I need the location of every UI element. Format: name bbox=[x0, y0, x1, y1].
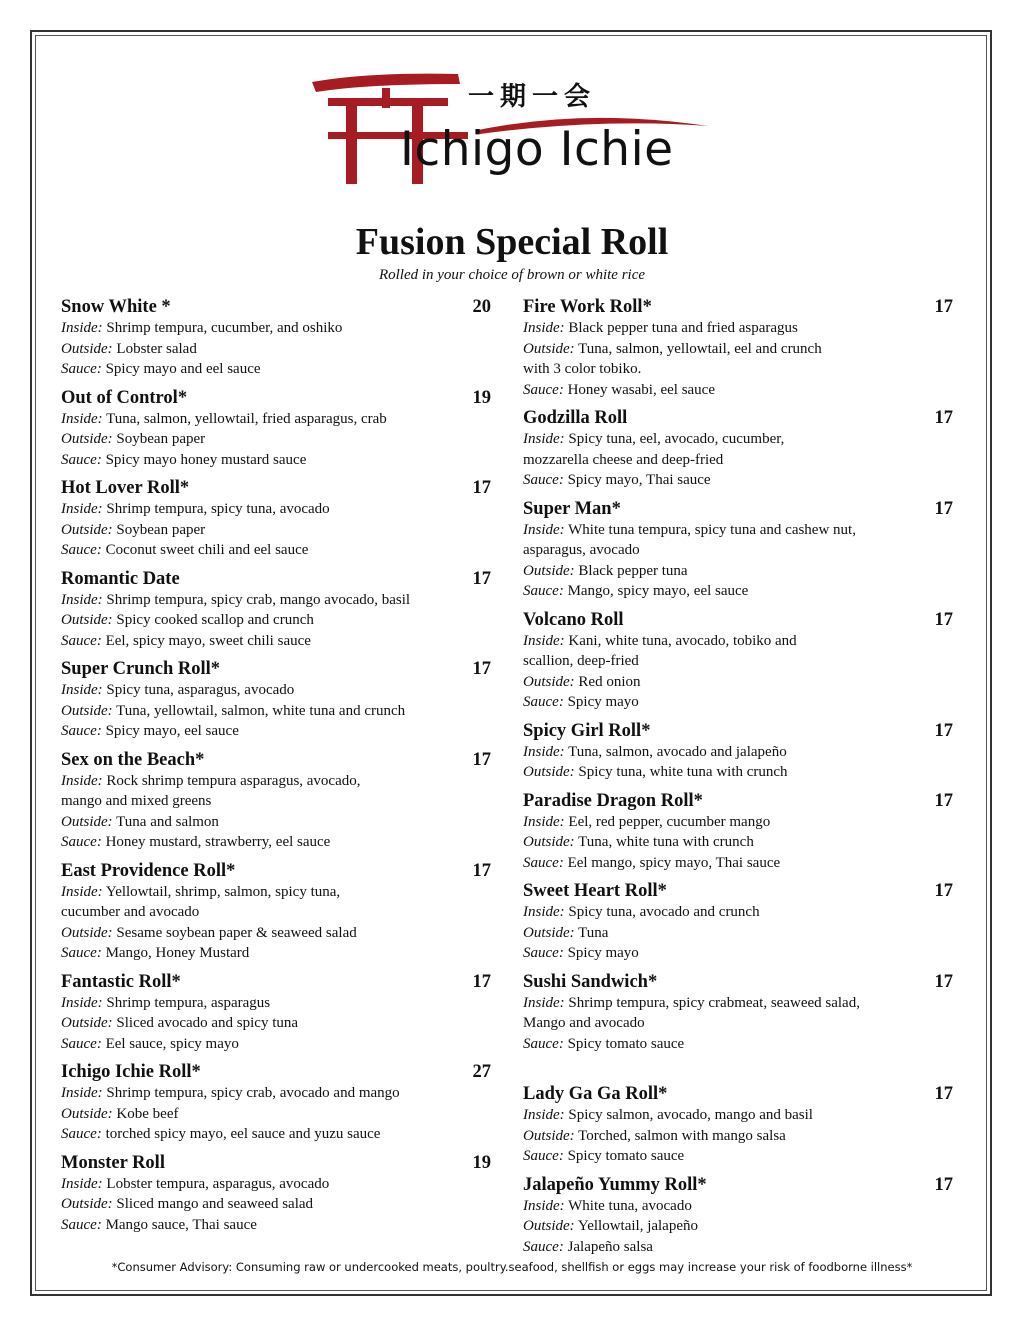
detail-text: asparagus, avocado bbox=[523, 542, 640, 558]
detail-text: Soybean paper bbox=[116, 431, 206, 447]
detail-label: Inside: bbox=[61, 994, 103, 1011]
menu-item-name: Fire Work Roll* bbox=[523, 297, 652, 317]
menu-item-detail bbox=[523, 902, 953, 923]
menu-item-detail bbox=[523, 520, 953, 541]
detail-label: Sauce: bbox=[523, 381, 564, 398]
detail-label: Outside: bbox=[61, 813, 113, 830]
menu-item bbox=[61, 657, 491, 742]
detail-text: Lobster tempura, asparagus, avocado bbox=[106, 1175, 330, 1192]
logo-wordmark: Ichigo Ichie bbox=[400, 122, 674, 177]
detail-text: Eel mango, spicy mayo, Thai sauce bbox=[567, 854, 781, 871]
detail-text: Spicy tuna, asparagus, avocado bbox=[106, 682, 295, 698]
menu-item bbox=[61, 567, 491, 652]
menu-item-price: 19 bbox=[472, 387, 491, 408]
menu-item-price: 17 bbox=[934, 881, 953, 901]
menu-item-detail bbox=[523, 742, 953, 763]
menu-item bbox=[523, 406, 953, 491]
menu-item-detail bbox=[523, 1146, 953, 1167]
menu-item-name: Sweet Heart Roll* bbox=[523, 881, 667, 901]
detail-label: Inside: bbox=[523, 1197, 565, 1214]
logo-kanji: 一期一会 bbox=[468, 82, 597, 112]
detail-text: Torched, salmon with mango salsa bbox=[578, 1127, 786, 1144]
menu-item-name: Lady Ga Ga Roll* bbox=[523, 1084, 668, 1104]
detail-text: Kani, white tuna, avocado, tobiko and bbox=[568, 632, 797, 649]
detail-label: Outside: bbox=[61, 924, 113, 941]
menu-item-detail bbox=[61, 1174, 491, 1195]
menu-item-detail bbox=[61, 499, 491, 520]
detail-label: Sauce: bbox=[523, 472, 564, 488]
menu-item bbox=[61, 295, 491, 380]
menu-item-detail bbox=[523, 470, 953, 491]
detail-label: Inside: bbox=[61, 410, 103, 427]
menu-item-name: Super Man* bbox=[523, 498, 621, 519]
detail-label: Sauce: bbox=[523, 945, 564, 961]
menu-item-name: Fantastic Roll* bbox=[61, 971, 181, 992]
menu-item-detail bbox=[523, 1013, 953, 1034]
detail-text: Coconut sweet chili and eel sauce bbox=[105, 542, 309, 558]
menu-item-detail bbox=[61, 590, 491, 611]
menu-item-detail bbox=[61, 409, 491, 430]
menu-item-detail bbox=[61, 610, 491, 631]
detail-label: Outside: bbox=[61, 1196, 113, 1212]
menu-item-price: 17 bbox=[472, 659, 491, 679]
detail-label: Sauce: bbox=[61, 632, 102, 649]
detail-label: Sauce: bbox=[61, 945, 102, 961]
menu-item-header bbox=[523, 719, 953, 742]
menu-title: Fusion Special Roll bbox=[355, 221, 669, 263]
detail-text: Shrimp tempura, asparagus bbox=[106, 994, 271, 1011]
menu-item bbox=[523, 608, 953, 713]
menu-item bbox=[61, 970, 491, 1055]
menu-item-detail bbox=[61, 1034, 491, 1055]
menu-item-header bbox=[61, 476, 491, 499]
menu-item bbox=[61, 1060, 491, 1145]
menu-item-header bbox=[523, 970, 953, 993]
menu-item-price: 17 bbox=[934, 720, 953, 741]
menu-item-detail bbox=[523, 1216, 953, 1237]
detail-text: Mango and avocado bbox=[523, 1015, 645, 1031]
menu-item-detail bbox=[61, 832, 491, 853]
detail-label: Inside: bbox=[523, 1107, 565, 1123]
detail-text: Red onion bbox=[578, 673, 641, 690]
detail-text: Spicy cooked scallop and crunch bbox=[116, 612, 314, 628]
detail-label: Inside: bbox=[523, 994, 565, 1011]
detail-text: Spicy mayo bbox=[567, 694, 639, 710]
detail-text: Shrimp tempura, spicy crabmeat, seaweed salad, bbox=[568, 994, 860, 1011]
menu-item-detail bbox=[523, 651, 953, 672]
detail-text: Soybean paper bbox=[116, 521, 206, 538]
detail-label: Inside: bbox=[61, 1085, 103, 1101]
detail-text: Rock shrimp tempura asparagus, avocado, bbox=[106, 772, 361, 789]
detail-label: Outside: bbox=[523, 562, 575, 579]
menu-item-detail bbox=[523, 429, 953, 450]
detail-label: Outside: bbox=[523, 1218, 575, 1234]
detail-label: Outside: bbox=[61, 431, 113, 447]
menu-item bbox=[523, 1082, 953, 1167]
menu-item-header bbox=[61, 386, 491, 409]
detail-label: Sauce: bbox=[61, 723, 102, 739]
menu-item-name: Monster Roll bbox=[61, 1152, 165, 1173]
menu-item-detail bbox=[61, 1124, 491, 1145]
menu-item-name: Jalapeño Yummy Roll* bbox=[523, 1174, 707, 1195]
menu-item bbox=[61, 859, 491, 964]
menu-item-detail bbox=[523, 812, 953, 833]
menu-item-name: East Providence Roll* bbox=[61, 860, 236, 881]
menu-item-price: 27 bbox=[472, 1062, 491, 1082]
detail-label: Sauce: bbox=[61, 1035, 102, 1052]
menu-item-name: Romantic Date bbox=[61, 568, 180, 589]
detail-text: White tuna tempura, spicy tuna and cashew nut, bbox=[568, 521, 856, 538]
menu-item-price: 19 bbox=[472, 1152, 491, 1173]
menu-item-detail bbox=[61, 1215, 491, 1236]
detail-label: Inside: bbox=[61, 772, 103, 789]
menu-item-header bbox=[523, 295, 953, 318]
detail-text: Spicy salmon, avocado, mango and basil bbox=[568, 1107, 813, 1123]
detail-label: Inside: bbox=[523, 813, 565, 830]
menu-item-detail bbox=[61, 771, 491, 792]
menu-column-left bbox=[61, 295, 491, 1241]
detail-label: Inside: bbox=[61, 682, 103, 698]
menu-item-detail bbox=[523, 943, 953, 964]
detail-text: Sliced mango and seaweed salad bbox=[116, 1196, 314, 1212]
menu-item-header bbox=[523, 1082, 953, 1105]
menu-item-header bbox=[61, 1151, 491, 1174]
detail-text: Spicy tomato sauce bbox=[567, 1035, 685, 1052]
menu-item-name: Out of Control* bbox=[61, 387, 188, 408]
detail-text: Spicy mayo, eel sauce bbox=[105, 723, 239, 739]
menu-item-price: 17 bbox=[472, 568, 491, 589]
detail-text: Spicy tuna, white tuna with crunch bbox=[578, 764, 788, 780]
menu-item-detail bbox=[61, 943, 491, 964]
menu-item-header bbox=[61, 859, 491, 882]
menu-item-price: 17 bbox=[934, 971, 953, 992]
menu-item-detail bbox=[523, 359, 953, 380]
menu-item-price: 17 bbox=[934, 790, 953, 811]
detail-text: Spicy tuna, eel, avocado, cucumber, bbox=[568, 431, 785, 447]
menu-item-detail bbox=[61, 520, 491, 541]
detail-text: Honey mustard, strawberry, eel sauce bbox=[105, 834, 331, 850]
detail-text: Shrimp tempura, cucumber, and oshiko bbox=[106, 320, 343, 336]
menu-item-detail bbox=[523, 581, 953, 602]
detail-text: Tuna and salmon bbox=[116, 813, 219, 830]
detail-text: Tuna bbox=[578, 924, 609, 941]
detail-text: cucumber and avocado bbox=[61, 904, 200, 920]
menu-item-header bbox=[61, 295, 491, 318]
detail-text: Spicy mayo bbox=[567, 945, 639, 961]
detail-text: Tuna, salmon, yellowtail, eel and crunch bbox=[578, 340, 822, 357]
detail-label: Inside: bbox=[61, 320, 103, 336]
detail-label: Sauce: bbox=[61, 542, 102, 558]
menu-item-detail bbox=[61, 429, 491, 450]
detail-text: Shrimp tempura, spicy crab, mango avocado, basil bbox=[106, 591, 411, 608]
detail-text: Spicy mayo honey mustard sauce bbox=[105, 451, 307, 468]
menu-item-header bbox=[523, 879, 953, 902]
menu-item bbox=[523, 970, 953, 1055]
detail-label: Sauce: bbox=[523, 1238, 564, 1255]
menu-item-name: Snow White * bbox=[61, 297, 171, 317]
menu-item-detail bbox=[523, 853, 953, 874]
menu-item-detail bbox=[61, 1194, 491, 1215]
detail-text: torched spicy mayo, eel sauce and yuzu sauce bbox=[105, 1126, 381, 1142]
menu-item-name: Hot Lover Roll* bbox=[61, 478, 190, 498]
menu-item-name: Volcano Roll bbox=[523, 609, 624, 630]
menu-item-name: Paradise Dragon Roll* bbox=[523, 790, 703, 811]
menu-item-price: 17 bbox=[934, 1084, 953, 1104]
menu-item-detail bbox=[61, 882, 491, 903]
detail-label: Outside: bbox=[61, 1015, 113, 1031]
menu-item-detail bbox=[61, 812, 491, 833]
menu-item bbox=[523, 295, 953, 400]
detail-label: Outside: bbox=[61, 702, 113, 719]
menu-item-price: 20 bbox=[472, 297, 491, 317]
detail-label: Sauce: bbox=[523, 1035, 564, 1052]
detail-text: White tuna, avocado bbox=[568, 1197, 692, 1214]
menu-item bbox=[61, 748, 491, 853]
detail-text: Black pepper tuna and fried asparagus bbox=[568, 320, 798, 336]
menu-item-detail bbox=[61, 701, 491, 722]
column-gap bbox=[523, 1060, 953, 1082]
detail-label: Sauce: bbox=[523, 1148, 564, 1164]
menu-item-header bbox=[523, 497, 953, 520]
detail-text: Tuna, white tuna with crunch bbox=[578, 834, 754, 850]
menu-item-price: 17 bbox=[934, 408, 953, 428]
detail-text: Eel sauce, spicy mayo bbox=[105, 1035, 239, 1052]
menu-item-header bbox=[61, 970, 491, 993]
detail-label: Outside: bbox=[523, 924, 575, 941]
detail-text: Yellowtail, shrimp, salmon, spicy tuna, bbox=[105, 883, 341, 900]
menu-item-detail bbox=[523, 692, 953, 713]
menu-item bbox=[523, 879, 953, 964]
detail-label: Outside: bbox=[523, 834, 575, 850]
menu-item bbox=[61, 476, 491, 561]
detail-label: Sauce: bbox=[61, 1126, 102, 1142]
menu-item-detail bbox=[61, 902, 491, 923]
menu-item-detail bbox=[523, 631, 953, 652]
menu-item bbox=[523, 789, 953, 874]
detail-label: Sauce: bbox=[523, 694, 564, 710]
detail-label: Inside: bbox=[523, 743, 565, 760]
detail-label: Inside: bbox=[61, 1175, 103, 1192]
detail-label: Outside: bbox=[61, 612, 113, 628]
menu-item-detail bbox=[523, 993, 953, 1014]
menu-subtitle: Rolled in your choice of brown or white rice bbox=[378, 267, 646, 283]
menu-item-detail bbox=[523, 1105, 953, 1126]
menu-item-detail bbox=[61, 1104, 491, 1125]
detail-label: Inside: bbox=[61, 591, 103, 608]
detail-label: Outside: bbox=[523, 1127, 575, 1144]
detail-label: Sauce: bbox=[523, 583, 564, 599]
detail-text: Spicy mayo, Thai sauce bbox=[567, 472, 711, 488]
detail-label: Outside: bbox=[523, 764, 575, 780]
menu-item-price: 17 bbox=[472, 971, 491, 992]
detail-text: Lobster salad bbox=[116, 340, 197, 357]
detail-label: Inside: bbox=[523, 904, 565, 920]
detail-label: Sauce: bbox=[61, 834, 102, 850]
menu-item-header bbox=[523, 406, 953, 429]
detail-label: Outside: bbox=[61, 1105, 113, 1122]
menu-item-price: 17 bbox=[472, 860, 491, 881]
detail-label: Outside: bbox=[523, 673, 575, 690]
restaurant-logo bbox=[308, 60, 718, 190]
detail-label: Inside: bbox=[523, 521, 565, 538]
detail-label: Sauce: bbox=[523, 854, 564, 871]
menu-item-detail bbox=[61, 680, 491, 701]
menu-item-detail bbox=[523, 762, 953, 783]
detail-label: Inside: bbox=[523, 632, 565, 649]
detail-text: Tuna, salmon, yellowtail, fried asparagus, crab bbox=[106, 410, 387, 427]
menu-item-header bbox=[61, 748, 491, 771]
detail-text: Sliced avocado and spicy tuna bbox=[116, 1015, 299, 1031]
menu-item-header bbox=[61, 1060, 491, 1083]
detail-text: Kobe beef bbox=[116, 1105, 179, 1122]
detail-text: Jalapeño salsa bbox=[567, 1238, 653, 1255]
menu-item-detail bbox=[61, 631, 491, 652]
menu-item-detail bbox=[523, 1196, 953, 1217]
menu-item-header bbox=[523, 1173, 953, 1196]
consumer-advisory: *Consumer Advisory: Consuming raw or undercooked meats, poultry.seafood, shellfish or eggs may increase your risk of foodborne illness* bbox=[111, 1260, 913, 1274]
menu-item-detail bbox=[61, 540, 491, 561]
detail-text: Mango, Honey Mustard bbox=[105, 945, 250, 961]
detail-label: Sauce: bbox=[61, 451, 102, 468]
detail-label: Sauce: bbox=[61, 361, 102, 377]
menu-item-name: Sushi Sandwich* bbox=[523, 971, 658, 992]
menu-item-price: 17 bbox=[934, 609, 953, 630]
detail-text: Tuna, yellowtail, salmon, white tuna and crunch bbox=[116, 702, 406, 719]
menu-item-price: 17 bbox=[934, 1174, 953, 1195]
menu-item-name: Godzilla Roll bbox=[523, 408, 628, 428]
menu-item bbox=[523, 497, 953, 602]
detail-text: Eel, spicy mayo, sweet chili sauce bbox=[105, 632, 311, 649]
menu-item-detail bbox=[61, 359, 491, 380]
detail-text: Black pepper tuna bbox=[578, 562, 688, 579]
detail-label: Inside: bbox=[61, 883, 103, 900]
menu-item-price: 17 bbox=[472, 478, 491, 498]
menu-item-detail bbox=[523, 339, 953, 360]
menu-item-detail bbox=[61, 318, 491, 339]
detail-label: Inside: bbox=[523, 320, 565, 336]
detail-text: Shrimp tempura, spicy tuna, avocado bbox=[106, 501, 330, 517]
detail-label: Outside: bbox=[523, 340, 575, 357]
menu-item-detail bbox=[61, 993, 491, 1014]
detail-label: Inside: bbox=[61, 501, 103, 517]
menu-item-detail bbox=[523, 1237, 953, 1258]
menu-item-name: Super Crunch Roll* bbox=[61, 659, 220, 679]
detail-text: Mango sauce, Thai sauce bbox=[105, 1216, 257, 1233]
detail-label: Outside: bbox=[61, 340, 113, 357]
detail-text: Spicy tuna, avocado and crunch bbox=[568, 904, 760, 920]
detail-text: Yellowtail, jalapeño bbox=[577, 1218, 698, 1234]
detail-text: Mango, spicy mayo, eel sauce bbox=[567, 583, 749, 599]
detail-text: Shrimp tempura, spicy crab, avocado and mango bbox=[106, 1085, 400, 1101]
detail-text: Honey wasabi, eel sauce bbox=[567, 381, 715, 398]
menu-item-header bbox=[523, 608, 953, 631]
detail-text: scallion, deep-fried bbox=[523, 653, 639, 669]
menu-item-detail bbox=[61, 339, 491, 360]
detail-text: Tuna, salmon, avocado and jalapeño bbox=[568, 743, 787, 760]
menu-item-name: Spicy Girl Roll* bbox=[523, 720, 651, 741]
detail-text: Sesame soybean paper & seaweed salad bbox=[116, 924, 357, 941]
menu-item-detail bbox=[523, 450, 953, 471]
menu-item-header bbox=[61, 657, 491, 680]
menu-item-detail bbox=[61, 450, 491, 471]
menu-item-price: 17 bbox=[934, 498, 953, 519]
detail-text: Spicy mayo and eel sauce bbox=[105, 361, 261, 377]
menu-item-detail bbox=[61, 791, 491, 812]
menu-item-header bbox=[61, 567, 491, 590]
menu-item bbox=[61, 386, 491, 471]
menu-item bbox=[61, 1151, 491, 1236]
menu-item-name: Ichigo Ichie Roll* bbox=[61, 1062, 201, 1082]
menu-column-right bbox=[523, 295, 953, 1263]
menu-item-detail bbox=[523, 318, 953, 339]
detail-text: mozzarella cheese and deep-fried bbox=[523, 451, 724, 468]
menu-item-detail bbox=[523, 672, 953, 693]
menu-item-price: 17 bbox=[934, 297, 953, 317]
menu-item-detail bbox=[523, 1034, 953, 1055]
detail-text: Spicy tomato sauce bbox=[567, 1148, 685, 1164]
menu-item-detail bbox=[523, 561, 953, 582]
detail-text: mango and mixed greens bbox=[61, 793, 212, 809]
detail-text: Eel, red pepper, cucumber mango bbox=[568, 813, 771, 830]
menu-item-detail bbox=[61, 1013, 491, 1034]
menu-item-detail bbox=[61, 923, 491, 944]
detail-label: Inside: bbox=[523, 431, 565, 447]
menu-item-detail bbox=[523, 540, 953, 561]
menu-item-detail bbox=[61, 721, 491, 742]
menu-item-detail bbox=[523, 832, 953, 853]
menu-item-price: 17 bbox=[472, 749, 491, 770]
menu-item-header bbox=[523, 789, 953, 812]
detail-label: Sauce: bbox=[61, 1216, 102, 1233]
detail-text: with 3 color tobiko. bbox=[523, 361, 642, 377]
menu-item-detail bbox=[61, 1083, 491, 1104]
menu-item bbox=[523, 719, 953, 783]
menu-item-detail bbox=[523, 923, 953, 944]
menu-item-detail bbox=[523, 1126, 953, 1147]
menu-item-detail bbox=[523, 380, 953, 401]
menu-item-name: Sex on the Beach* bbox=[61, 749, 205, 770]
menu-item bbox=[523, 1173, 953, 1258]
detail-label: Outside: bbox=[61, 521, 113, 538]
